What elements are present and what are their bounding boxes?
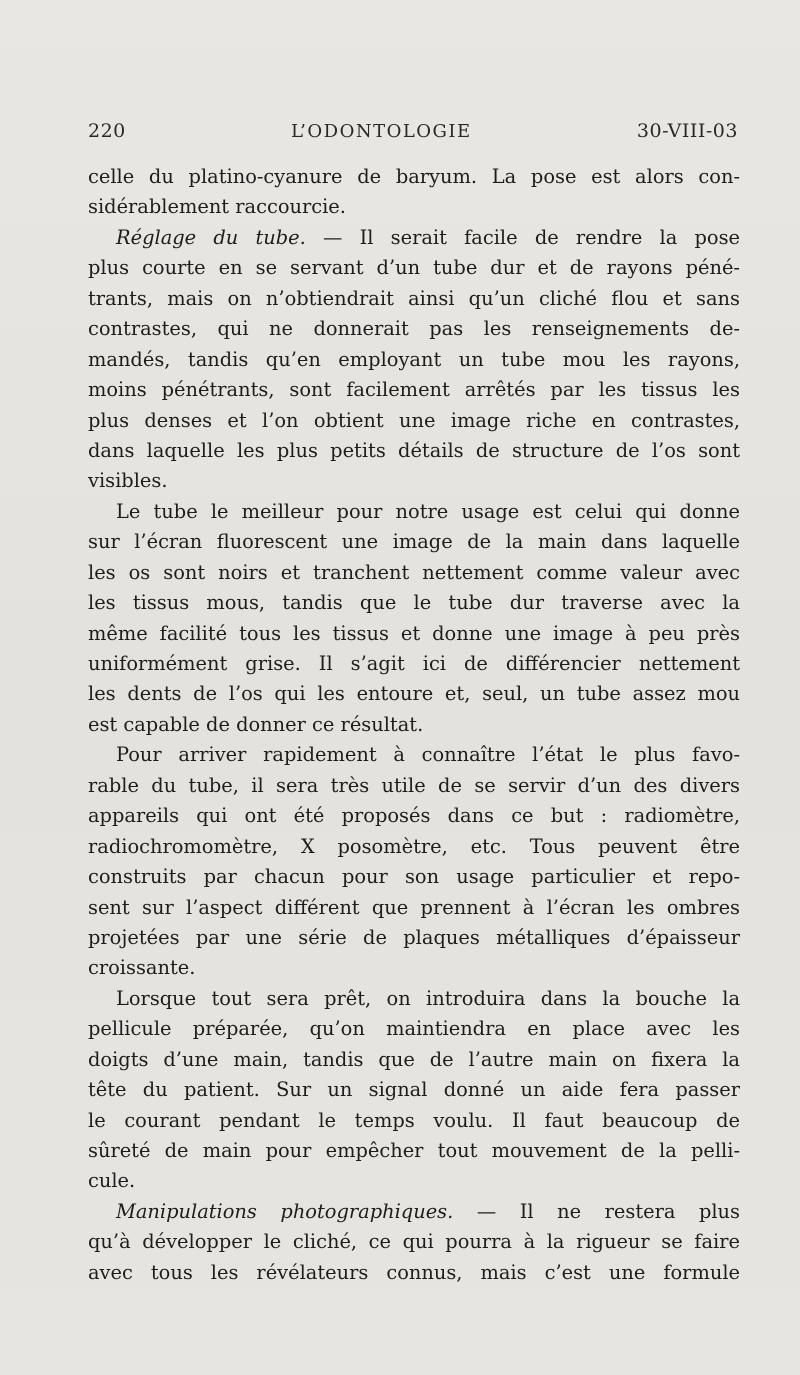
issue-date: 30-VIII-03 [636, 120, 738, 142]
text-line [88, 497, 740, 527]
text-line [88, 1075, 740, 1105]
line-text: contrastes, qui ne donnerait pas les renseignements de- [88, 317, 740, 341]
line-text: — Il ne restera plus [453, 1199, 740, 1223]
line-text: mandés, tandis qu’en employant un tube mou les rayons, [88, 347, 740, 371]
text-line [88, 527, 740, 557]
line-text: celle du platino-cyanure de baryum. La pose est alors con- [88, 165, 740, 188]
line-text: — Il serait facile de rendre la pose [305, 225, 740, 249]
line-text: visibles. [88, 469, 168, 493]
text-line [88, 253, 740, 283]
line-text: tête du patient. Sur un signal donné un aide fera passer [88, 1078, 740, 1102]
line-text: plus courte en se servant d’un tube dur et de rayons péné- [88, 256, 740, 280]
running-title: L’ODONTOLOGIE [291, 121, 472, 142]
line-text: moins pénétrants, sont facilement arrêtés par les tissus les [88, 378, 740, 402]
running-head [88, 120, 738, 150]
line-text: plus denses et l’on obtient une image riche en contrastes, [88, 408, 740, 432]
line-text: projetées par une série de plaques métalliques d’épaisseur [88, 925, 740, 949]
line-text: est capable de donner ce résultat. [88, 712, 424, 736]
text-line [88, 1258, 740, 1288]
text-line [88, 345, 740, 375]
line-text: construits par chacun pour son usage particulier et repo- [88, 865, 740, 889]
text-line [88, 1197, 740, 1227]
line-text: cule. [88, 1169, 136, 1193]
text-line [88, 649, 740, 679]
text-line [88, 771, 740, 801]
text-line [88, 893, 740, 923]
text-line [88, 558, 740, 588]
text-line [88, 406, 740, 436]
text-line [88, 375, 740, 405]
text-line [88, 832, 740, 862]
text-line [88, 1227, 740, 1257]
text-line [88, 619, 740, 649]
text-line [88, 862, 740, 892]
line-text: sûreté de main pour empêcher tout mouvement de la pelli- [88, 1139, 740, 1162]
line-text: radiochromomètre, X posomètre, etc. Tous peuvent être [88, 834, 740, 858]
line-text: même facilité tous les tissus et donne une image à peu près [88, 621, 740, 645]
text-line [88, 192, 740, 222]
text-line [88, 284, 740, 314]
text-line [88, 1106, 740, 1136]
text-line [88, 1014, 740, 1044]
text-line [88, 679, 740, 709]
text-line [88, 801, 740, 831]
text-line [88, 710, 740, 740]
line-text: pellicule préparée, qu’on maintiendra en place avec les [88, 1017, 740, 1041]
text-line [88, 984, 740, 1014]
section-heading: Manipulations photographiques. [116, 1199, 454, 1223]
line-text: croissante. [88, 956, 196, 980]
text-line [88, 923, 740, 953]
text-line [88, 953, 740, 983]
line-text: avec tous les révélateurs connus, mais c’est une formule [88, 1260, 740, 1284]
text-line [88, 162, 740, 192]
line-text: appareils qui ont été proposés dans ce but : radiomètre, [88, 804, 740, 828]
text-line [88, 1045, 740, 1075]
page-number: 220 [88, 120, 126, 142]
line-text: le courant pendant le temps voulu. Il faut beaucoup de [88, 1108, 740, 1132]
text-line [88, 740, 740, 770]
text-line [88, 223, 740, 253]
line-text: trants, mais on n’obtiendrait ainsi qu’un cliché flou et sans [88, 286, 740, 310]
line-text: sent sur l’aspect différent que prennent à l’écran les ombres [88, 895, 740, 919]
section-heading: Réglage du tube. [116, 225, 306, 249]
text-line [88, 588, 740, 618]
text-line [88, 466, 740, 496]
line-text: sur l’écran fluorescent une image de la main dans laquelle [88, 530, 740, 554]
line-text: sidérablement raccourcie. [88, 195, 346, 219]
line-text: Lorsque tout sera prêt, on introduira dans la bouche la [116, 986, 740, 1010]
line-text: dans laquelle les plus petits détails de structure de l’os sont [88, 438, 740, 462]
line-text: qu’à développer le cliché, ce qui pourra à la rigueur se faire [88, 1230, 740, 1254]
line-text: les dents de l’os qui les entoure et, seul, un tube assez mou [88, 682, 740, 706]
text-line [88, 1166, 740, 1196]
line-text: les os sont noirs et tranchent nettement comme valeur avec [88, 560, 740, 584]
line-text: Le tube le meilleur pour notre usage est celui qui donne [116, 499, 740, 523]
text-line [88, 1136, 740, 1166]
text-line [88, 314, 740, 344]
text-line [88, 436, 740, 466]
line-text: doigts d’une main, tandis que de l’autre main on fixera la [88, 1047, 740, 1071]
line-text: Pour arriver rapidement à connaître l’état le plus favo- [116, 743, 740, 767]
line-text: rable du tube, il sera très utile de se servir d’un des divers [88, 773, 740, 797]
line-text: les tissus mous, tandis que le tube dur traverse avec la [88, 591, 740, 615]
line-text: uniformément grise. Il s’agit ici de différencier nettement [88, 652, 740, 675]
body-text [88, 162, 740, 1288]
